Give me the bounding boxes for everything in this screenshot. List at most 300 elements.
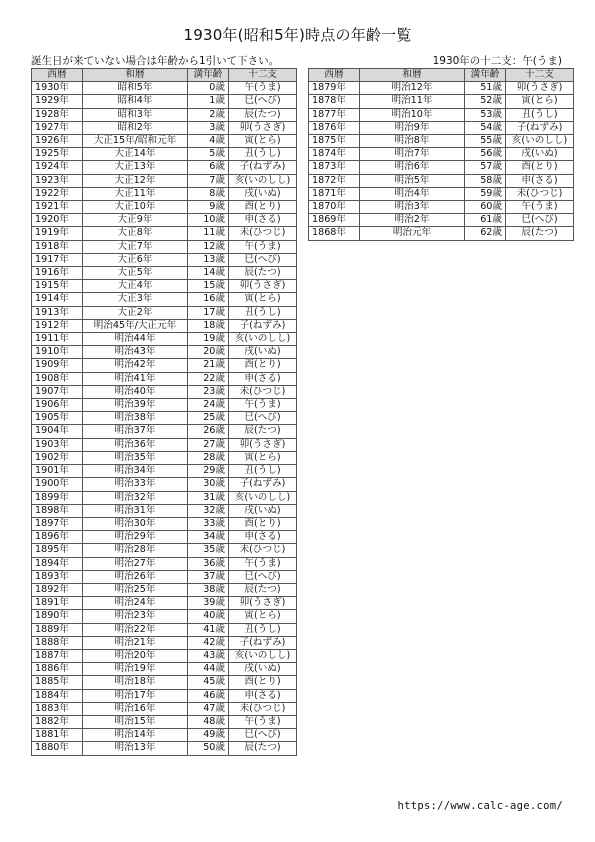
cell-wareki: 明治3年	[360, 201, 465, 214]
cell-seireki: 1903年	[32, 438, 83, 451]
cell-wareki: 昭和4年	[83, 95, 188, 108]
cell-zodiac: 子(ねずみ)	[229, 636, 297, 649]
cell-seireki: 1876年	[309, 121, 360, 134]
cell-seireki: 1901年	[32, 465, 83, 478]
cell-seireki: 1875年	[309, 135, 360, 148]
cell-age: 24歳	[188, 399, 229, 412]
table-row	[309, 135, 574, 148]
cell-wareki: 明治9年	[360, 121, 465, 134]
cell-wareki: 大正5年	[83, 267, 188, 280]
table-row	[32, 610, 297, 623]
page-title: 1930年(昭和5年)時点の年齢一覧	[183, 26, 412, 44]
cell-zodiac: 巳(へび)	[506, 214, 574, 227]
cell-seireki: 1924年	[32, 161, 83, 174]
cell-seireki: 1885年	[32, 676, 83, 689]
table-row	[32, 597, 297, 610]
cell-age: 56歳	[465, 148, 506, 161]
cell-seireki: 1899年	[32, 491, 83, 504]
cell-zodiac: 卯(うさぎ)	[506, 82, 574, 95]
cell-seireki: 1922年	[32, 187, 83, 200]
cell-zodiac: 未(ひつじ)	[506, 187, 574, 200]
cell-seireki: 1915年	[32, 280, 83, 293]
cell-age: 21歳	[188, 359, 229, 372]
cell-age: 17歳	[188, 306, 229, 319]
table-row	[32, 82, 297, 95]
cell-age: 16歳	[188, 293, 229, 306]
cell-seireki: 1886年	[32, 663, 83, 676]
cell-seireki: 1912年	[32, 319, 83, 332]
cell-seireki: 1904年	[32, 425, 83, 438]
cell-wareki: 明治22年	[83, 623, 188, 636]
cell-seireki: 1882年	[32, 715, 83, 728]
table-row	[309, 121, 574, 134]
cell-age: 50歳	[188, 742, 229, 755]
cell-wareki: 大正12年	[83, 174, 188, 187]
cell-zodiac: 酉(とり)	[229, 201, 297, 214]
table-row	[32, 544, 297, 557]
cell-wareki: 明治39年	[83, 399, 188, 412]
cell-zodiac: 寅(とら)	[229, 293, 297, 306]
cell-wareki: 大正3年	[83, 293, 188, 306]
cell-age: 34歳	[188, 531, 229, 544]
header-seireki: 西暦	[309, 69, 360, 82]
cell-zodiac: 丑(うし)	[229, 306, 297, 319]
cell-seireki: 1879年	[309, 82, 360, 95]
cell-zodiac: 酉(とり)	[229, 676, 297, 689]
cell-age: 45歳	[188, 676, 229, 689]
cell-wareki: 明治30年	[83, 517, 188, 530]
cell-wareki: 明治18年	[83, 676, 188, 689]
cell-seireki: 1930年	[32, 82, 83, 95]
cell-zodiac: 亥(いのしし)	[506, 135, 574, 148]
cell-seireki: 1916年	[32, 267, 83, 280]
table-row	[32, 319, 297, 332]
cell-wareki: 明治21年	[83, 636, 188, 649]
table-row	[32, 148, 297, 161]
cell-seireki: 1910年	[32, 346, 83, 359]
cell-wareki: 大正10年	[83, 201, 188, 214]
cell-zodiac: 申(さる)	[229, 372, 297, 385]
cell-zodiac: 亥(いのしし)	[229, 649, 297, 662]
cell-zodiac: 亥(いのしし)	[229, 174, 297, 187]
header-age: 満年齢	[188, 69, 229, 82]
cell-age: 26歳	[188, 425, 229, 438]
cell-zodiac: 午(うま)	[229, 557, 297, 570]
cell-age: 52歳	[465, 95, 506, 108]
cell-zodiac: 辰(たつ)	[229, 425, 297, 438]
cell-seireki: 1926年	[32, 135, 83, 148]
table-row	[32, 425, 297, 438]
table-row	[32, 240, 297, 253]
cell-zodiac: 未(ひつじ)	[229, 544, 297, 557]
cell-seireki: 1929年	[32, 95, 83, 108]
cell-age: 57歳	[465, 161, 506, 174]
table-row	[32, 121, 297, 134]
cell-seireki: 1913年	[32, 306, 83, 319]
cell-zodiac: 戌(いぬ)	[229, 187, 297, 200]
cell-wareki: 昭和2年	[83, 121, 188, 134]
table-row	[32, 280, 297, 293]
cell-age: 46歳	[188, 689, 229, 702]
cell-zodiac: 未(ひつじ)	[229, 227, 297, 240]
cell-wareki: 明治29年	[83, 531, 188, 544]
cell-zodiac: 子(ねずみ)	[229, 478, 297, 491]
cell-zodiac: 未(ひつじ)	[229, 702, 297, 715]
cell-wareki: 明治11年	[360, 95, 465, 108]
table-row	[32, 267, 297, 280]
table-row	[309, 95, 574, 108]
table-row	[32, 663, 297, 676]
cell-seireki: 1890年	[32, 610, 83, 623]
cell-age: 8歳	[188, 187, 229, 200]
cell-wareki: 大正4年	[83, 280, 188, 293]
table-row	[309, 214, 574, 227]
cell-age: 59歳	[465, 187, 506, 200]
cell-seireki: 1919年	[32, 227, 83, 240]
table-row	[32, 676, 297, 689]
cell-zodiac: 辰(たつ)	[229, 267, 297, 280]
cell-wareki: 明治10年	[360, 108, 465, 121]
cell-age: 31歳	[188, 491, 229, 504]
cell-age: 43歳	[188, 649, 229, 662]
cell-seireki: 1889年	[32, 623, 83, 636]
table-row	[32, 412, 297, 425]
table-row	[309, 108, 574, 121]
cell-seireki: 1902年	[32, 451, 83, 464]
cell-seireki: 1898年	[32, 504, 83, 517]
cell-seireki: 1877年	[309, 108, 360, 121]
cell-age: 20歳	[188, 346, 229, 359]
cell-age: 4歳	[188, 135, 229, 148]
cell-seireki: 1917年	[32, 253, 83, 266]
table-row	[32, 333, 297, 346]
cell-wareki: 明治26年	[83, 570, 188, 583]
table-row	[32, 161, 297, 174]
cell-wareki: 大正9年	[83, 214, 188, 227]
cell-wareki: 明治34年	[83, 465, 188, 478]
cell-seireki: 1908年	[32, 372, 83, 385]
cell-zodiac: 卯(うさぎ)	[229, 597, 297, 610]
table-row	[309, 187, 574, 200]
cell-seireki: 1874年	[309, 148, 360, 161]
table-row	[32, 253, 297, 266]
table-row	[32, 201, 297, 214]
cell-age: 58歳	[465, 174, 506, 187]
cell-wareki: 大正7年	[83, 240, 188, 253]
cell-wareki: 明治28年	[83, 544, 188, 557]
cell-zodiac: 寅(とら)	[229, 135, 297, 148]
cell-wareki: 大正6年	[83, 253, 188, 266]
cell-age: 7歳	[188, 174, 229, 187]
table-row	[32, 623, 297, 636]
cell-zodiac: 子(ねずみ)	[229, 319, 297, 332]
cell-age: 5歳	[188, 148, 229, 161]
table-row	[309, 161, 574, 174]
cell-age: 37歳	[188, 570, 229, 583]
table-row	[32, 715, 297, 728]
header-age: 満年齢	[465, 69, 506, 82]
cell-zodiac: 寅(とら)	[229, 451, 297, 464]
cell-wareki: 昭和5年	[83, 82, 188, 95]
cell-wareki: 大正2年	[83, 306, 188, 319]
cell-zodiac: 酉(とり)	[229, 517, 297, 530]
cell-seireki: 1893年	[32, 570, 83, 583]
cell-zodiac: 午(うま)	[229, 715, 297, 728]
age-table-left	[31, 68, 297, 756]
cell-wareki: 明治17年	[83, 689, 188, 702]
cell-zodiac: 巳(へび)	[229, 729, 297, 742]
source-url: https://www.calc-age.com/	[397, 800, 563, 812]
cell-age: 18歳	[188, 319, 229, 332]
cell-wareki: 明治2年	[360, 214, 465, 227]
cell-zodiac: 酉(とり)	[229, 359, 297, 372]
cell-age: 30歳	[188, 478, 229, 491]
cell-zodiac: 辰(たつ)	[229, 742, 297, 755]
table-row	[32, 689, 297, 702]
cell-seireki: 1872年	[309, 174, 360, 187]
cell-seireki: 1894年	[32, 557, 83, 570]
header-zodiac: 十二支	[506, 69, 574, 82]
cell-zodiac: 戌(いぬ)	[229, 346, 297, 359]
cell-wareki: 明治42年	[83, 359, 188, 372]
cell-wareki: 明治13年	[83, 742, 188, 755]
cell-wareki: 明治38年	[83, 412, 188, 425]
cell-wareki: 明治14年	[83, 729, 188, 742]
cell-age: 51歳	[465, 82, 506, 95]
cell-zodiac: 子(ねずみ)	[506, 121, 574, 134]
cell-wareki: 大正13年	[83, 161, 188, 174]
cell-age: 39歳	[188, 597, 229, 610]
cell-age: 49歳	[188, 729, 229, 742]
cell-age: 60歳	[465, 201, 506, 214]
cell-age: 53歳	[465, 108, 506, 121]
cell-wareki: 明治4年	[360, 187, 465, 200]
cell-age: 36歳	[188, 557, 229, 570]
cell-wareki: 明治43年	[83, 346, 188, 359]
cell-wareki: 明治5年	[360, 174, 465, 187]
table-row	[32, 293, 297, 306]
table-row	[309, 227, 574, 240]
cell-wareki: 明治31年	[83, 504, 188, 517]
cell-age: 19歳	[188, 333, 229, 346]
cell-age: 27歳	[188, 438, 229, 451]
table-row	[32, 346, 297, 359]
cell-zodiac: 酉(とり)	[506, 161, 574, 174]
table-row	[309, 148, 574, 161]
table-row	[32, 570, 297, 583]
cell-age: 6歳	[188, 161, 229, 174]
cell-wareki: 大正8年	[83, 227, 188, 240]
cell-wareki: 明治36年	[83, 438, 188, 451]
header-wareki: 和暦	[83, 69, 188, 82]
table-row	[32, 95, 297, 108]
cell-age: 29歳	[188, 465, 229, 478]
cell-age: 14歳	[188, 267, 229, 280]
cell-age: 12歳	[188, 240, 229, 253]
cell-seireki: 1883年	[32, 702, 83, 715]
cell-zodiac: 戌(いぬ)	[229, 663, 297, 676]
cell-wareki: 明治45年/大正元年	[83, 319, 188, 332]
cell-age: 1歳	[188, 95, 229, 108]
cell-age: 3歳	[188, 121, 229, 134]
cell-seireki: 1881年	[32, 729, 83, 742]
cell-age: 9歳	[188, 201, 229, 214]
cell-wareki: 明治40年	[83, 385, 188, 398]
cell-age: 62歳	[465, 227, 506, 240]
cell-zodiac: 戌(いぬ)	[506, 148, 574, 161]
cell-zodiac: 巳(へび)	[229, 253, 297, 266]
birthday-note: 誕生日が来ていない場合は年齢から1引いて下さい。	[31, 55, 280, 67]
cell-zodiac: 午(うま)	[506, 201, 574, 214]
table-row	[32, 583, 297, 596]
cell-seireki: 1868年	[309, 227, 360, 240]
cell-age: 2歳	[188, 108, 229, 121]
cell-age: 0歳	[188, 82, 229, 95]
cell-wareki: 明治32年	[83, 491, 188, 504]
cell-zodiac: 卯(うさぎ)	[229, 121, 297, 134]
cell-seireki: 1873年	[309, 161, 360, 174]
cell-zodiac: 未(ひつじ)	[229, 385, 297, 398]
cell-age: 61歳	[465, 214, 506, 227]
cell-wareki: 大正11年	[83, 187, 188, 200]
cell-zodiac: 巳(へび)	[229, 412, 297, 425]
cell-seireki: 1920年	[32, 214, 83, 227]
table-row	[32, 465, 297, 478]
table-row	[32, 438, 297, 451]
cell-age: 23歳	[188, 385, 229, 398]
cell-zodiac: 寅(とら)	[506, 95, 574, 108]
table-row	[309, 82, 574, 95]
table-header-row	[32, 69, 297, 82]
cell-zodiac: 卯(うさぎ)	[229, 438, 297, 451]
cell-zodiac: 午(うま)	[229, 240, 297, 253]
cell-age: 33歳	[188, 517, 229, 530]
table-row	[32, 649, 297, 662]
table-row	[32, 451, 297, 464]
cell-wareki: 明治35年	[83, 451, 188, 464]
table-row	[32, 729, 297, 742]
cell-zodiac: 巳(へび)	[229, 570, 297, 583]
cell-seireki: 1925年	[32, 148, 83, 161]
cell-zodiac: 亥(いのしし)	[229, 333, 297, 346]
table-row	[309, 174, 574, 187]
zodiac-note: 1930年の十二支：午(うま)	[432, 55, 562, 67]
table-row	[32, 187, 297, 200]
cell-seireki: 1914年	[32, 293, 83, 306]
cell-zodiac: 丑(うし)	[229, 623, 297, 636]
cell-age: 38歳	[188, 583, 229, 596]
cell-wareki: 明治19年	[83, 663, 188, 676]
cell-wareki: 明治8年	[360, 135, 465, 148]
cell-seireki: 1921年	[32, 201, 83, 214]
cell-age: 11歳	[188, 227, 229, 240]
table-row	[32, 135, 297, 148]
table-row	[32, 742, 297, 755]
cell-zodiac: 卯(うさぎ)	[229, 280, 297, 293]
table-row	[32, 478, 297, 491]
table-row	[32, 531, 297, 544]
cell-age: 48歳	[188, 715, 229, 728]
cell-age: 13歳	[188, 253, 229, 266]
table-row	[32, 372, 297, 385]
cell-wareki: 明治15年	[83, 715, 188, 728]
cell-age: 54歳	[465, 121, 506, 134]
header-zodiac: 十二支	[229, 69, 297, 82]
table-row	[32, 174, 297, 187]
cell-seireki: 1880年	[32, 742, 83, 755]
cell-wareki: 明治20年	[83, 649, 188, 662]
cell-wareki: 明治41年	[83, 372, 188, 385]
cell-seireki: 1923年	[32, 174, 83, 187]
cell-seireki: 1869年	[309, 214, 360, 227]
cell-age: 35歳	[188, 544, 229, 557]
cell-seireki: 1897年	[32, 517, 83, 530]
cell-wareki: 明治37年	[83, 425, 188, 438]
cell-zodiac: 巳(へび)	[229, 95, 297, 108]
cell-seireki: 1871年	[309, 187, 360, 200]
cell-wareki: 大正14年	[83, 148, 188, 161]
cell-seireki: 1906年	[32, 399, 83, 412]
cell-seireki: 1911年	[32, 333, 83, 346]
cell-wareki: 明治16年	[83, 702, 188, 715]
age-table-right	[308, 68, 574, 241]
table-row	[309, 201, 574, 214]
cell-wareki: 明治27年	[83, 557, 188, 570]
table-row	[32, 504, 297, 517]
cell-seireki: 1909年	[32, 359, 83, 372]
cell-seireki: 1896年	[32, 531, 83, 544]
cell-age: 42歳	[188, 636, 229, 649]
cell-seireki: 1887年	[32, 649, 83, 662]
cell-wareki: 明治24年	[83, 597, 188, 610]
cell-wareki: 明治23年	[83, 610, 188, 623]
cell-age: 10歳	[188, 214, 229, 227]
cell-wareki: 明治25年	[83, 583, 188, 596]
cell-seireki: 1891年	[32, 597, 83, 610]
table-row	[32, 399, 297, 412]
cell-age: 25歳	[188, 412, 229, 425]
cell-zodiac: 辰(たつ)	[229, 583, 297, 596]
cell-seireki: 1878年	[309, 95, 360, 108]
table-row	[32, 557, 297, 570]
table-row	[32, 227, 297, 240]
cell-age: 55歳	[465, 135, 506, 148]
cell-wareki: 昭和3年	[83, 108, 188, 121]
header-wareki: 和暦	[360, 69, 465, 82]
cell-age: 32歳	[188, 504, 229, 517]
table-row	[32, 491, 297, 504]
cell-seireki: 1907年	[32, 385, 83, 398]
cell-age: 47歳	[188, 702, 229, 715]
cell-seireki: 1888年	[32, 636, 83, 649]
cell-age: 28歳	[188, 451, 229, 464]
cell-wareki: 明治12年	[360, 82, 465, 95]
cell-zodiac: 寅(とら)	[229, 610, 297, 623]
cell-zodiac: 亥(いのしし)	[229, 491, 297, 504]
cell-age: 44歳	[188, 663, 229, 676]
table-row	[32, 636, 297, 649]
cell-zodiac: 申(さる)	[229, 214, 297, 227]
table-row	[32, 306, 297, 319]
cell-seireki: 1870年	[309, 201, 360, 214]
cell-seireki: 1905年	[32, 412, 83, 425]
cell-zodiac: 申(さる)	[506, 174, 574, 187]
table-header-row	[309, 69, 574, 82]
cell-wareki: 明治元年	[360, 227, 465, 240]
cell-zodiac: 申(さる)	[229, 531, 297, 544]
cell-seireki: 1918年	[32, 240, 83, 253]
cell-age: 41歳	[188, 623, 229, 636]
